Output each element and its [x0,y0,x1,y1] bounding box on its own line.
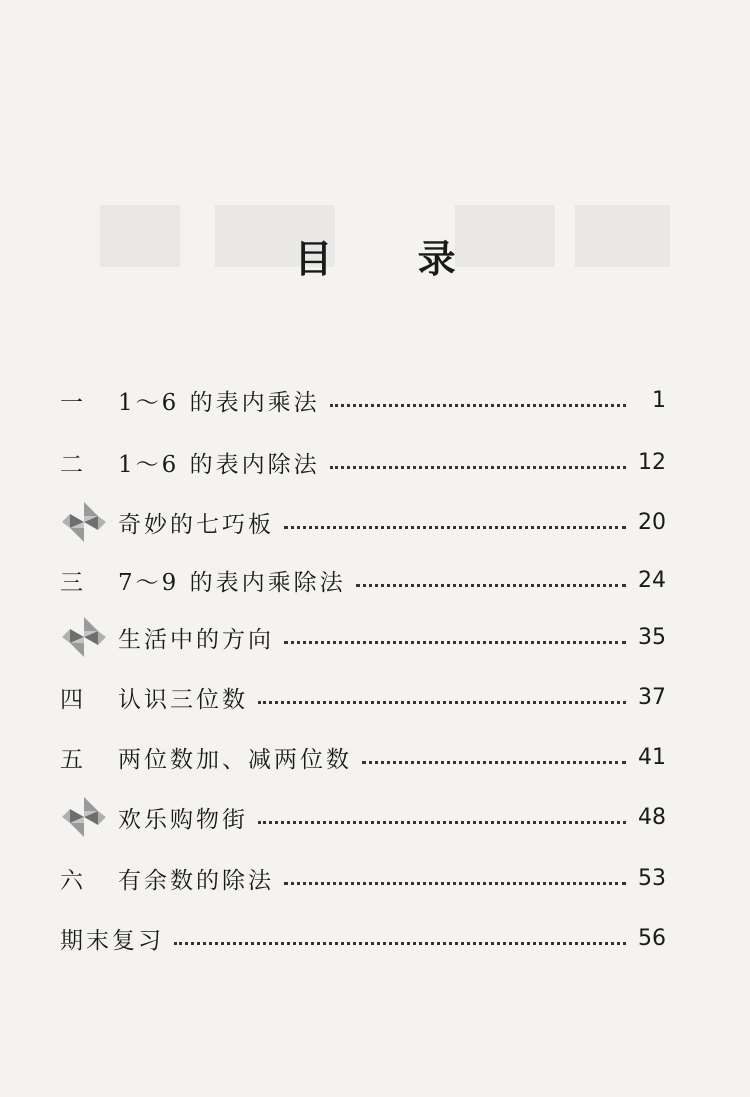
page-number: 56 [638,925,666,951]
chapter-title: 1～6 的表内乘法 [118,389,320,416]
chapter-number: 一 [60,389,83,416]
toc-row[interactable] [60,560,666,600]
chapter-title: 欢乐购物街 [118,806,248,833]
toc-row[interactable] [60,617,666,657]
chapter-number: 四 [60,686,83,713]
page-number: 48 [638,804,666,830]
chapter-number: 二 [60,451,83,478]
page-number: 53 [638,865,666,891]
dot-leader [284,639,626,644]
chapter-title: 期末复习 [60,927,164,954]
toc-row[interactable] [60,858,666,898]
toc-row[interactable] [60,502,666,542]
chapter-number: 六 [60,867,83,894]
dot-leader [258,699,626,704]
dot-leader [284,524,626,529]
chapter-title: 认识三位数 [118,686,248,713]
chapter-title: 奇妙的七巧板 [118,511,274,538]
toc-row[interactable] [60,797,666,837]
chapter-title: 1～6 的表内除法 [118,451,320,478]
tangram-pinwheel-icon [60,500,118,544]
page-title: 目 录 [294,236,492,282]
dot-leader [284,880,626,885]
chapter-title: 两位数加、减两位数 [118,746,352,773]
page-number: 37 [638,684,666,710]
toc-row[interactable] [60,442,666,482]
page-number: 1 [652,387,666,413]
chapter-title: 生活中的方向 [118,626,274,653]
page-number: 20 [638,509,666,535]
page-number: 24 [638,567,666,593]
toc-row[interactable] [60,380,666,420]
dot-leader [174,940,626,945]
chapter-number: 三 [60,569,83,596]
toc-row[interactable] [60,677,666,717]
chapter-title: 有余数的除法 [118,867,274,894]
chapter-number: 五 [60,746,83,773]
dot-leader [330,402,626,407]
page-number: 41 [638,744,666,770]
page-number: 12 [638,449,666,475]
dot-leader [362,759,626,764]
dot-leader [258,819,626,824]
chapter-title: 7～9 的表内乘除法 [118,569,346,596]
toc-row[interactable] [60,737,666,777]
page-number: 35 [638,624,666,650]
dot-leader [330,464,626,469]
tangram-pinwheel-icon [60,615,118,659]
dot-leader [356,582,626,587]
toc-row[interactable] [60,918,666,958]
tangram-pinwheel-icon [60,795,118,839]
